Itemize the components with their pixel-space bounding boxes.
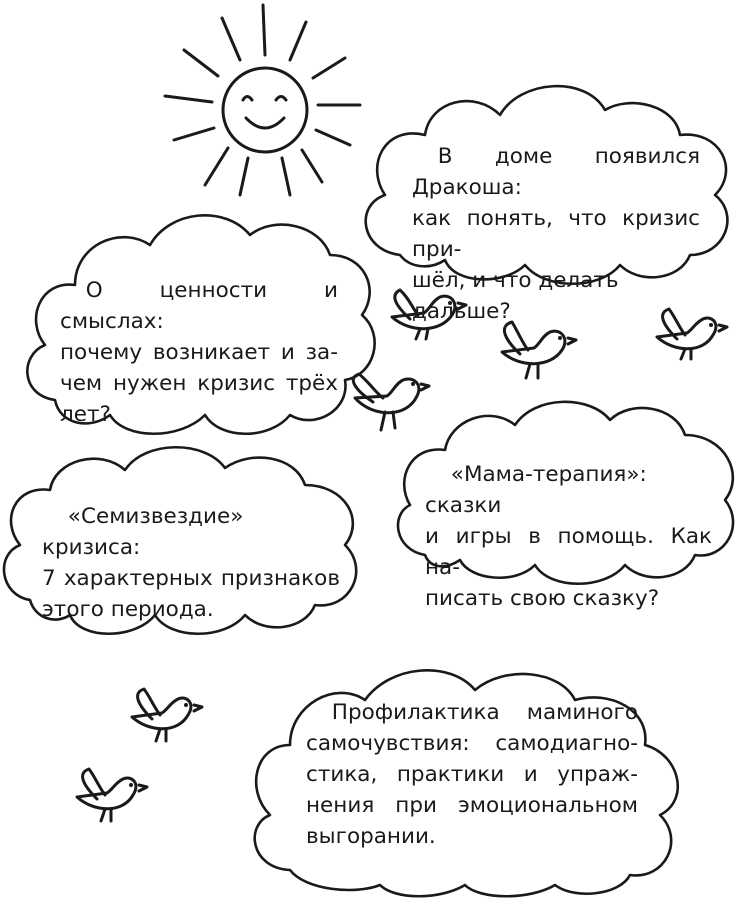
cloud-line: как понять, что кризис при- xyxy=(412,206,700,262)
bird-icon xyxy=(132,689,202,741)
cloud-line: Профилактика маминого xyxy=(331,700,638,725)
cloud-line: «Семизвездие» кризиса: xyxy=(42,504,244,560)
cloud-line: «Мама-терапия»: сказки xyxy=(425,462,647,518)
cloud-line: выгорании. xyxy=(306,824,436,849)
cloud-line: чем нужен кризис трёх xyxy=(60,371,338,396)
cloud-text-seven-stars xyxy=(42,501,340,625)
cloud-text-dragon xyxy=(412,141,700,327)
cloud-line: 7 характерных признаков xyxy=(42,566,340,591)
sun-icon xyxy=(165,5,360,195)
cloud-text-mama-therapy xyxy=(425,459,712,614)
cloud-line: стика, практики и упраж- xyxy=(306,762,638,787)
cloud-line: О ценности и смыслах: xyxy=(60,278,338,334)
cloud-line: почему возникает и за- xyxy=(60,340,338,365)
bird-icon xyxy=(353,374,429,430)
bird-icon xyxy=(77,769,147,821)
cloud-line: шёл, и что делать дальше? xyxy=(412,268,619,324)
cloud-line: лет? xyxy=(60,402,111,427)
cloud-line: этого периода. xyxy=(42,597,214,622)
cloud-text-values xyxy=(60,275,338,430)
bird-icon xyxy=(502,322,576,378)
cloud-line: самочувствия: самодиагно- xyxy=(306,731,638,756)
cloud-line: В доме появился Дракоша: xyxy=(412,144,700,200)
cloud-line: и игры в помощь. Как на- xyxy=(425,524,712,580)
cloud-text-prevention xyxy=(306,697,638,852)
cloud-line: писать свою сказку? xyxy=(425,586,660,611)
cloud-line: нения при эмоциональном xyxy=(306,793,638,818)
